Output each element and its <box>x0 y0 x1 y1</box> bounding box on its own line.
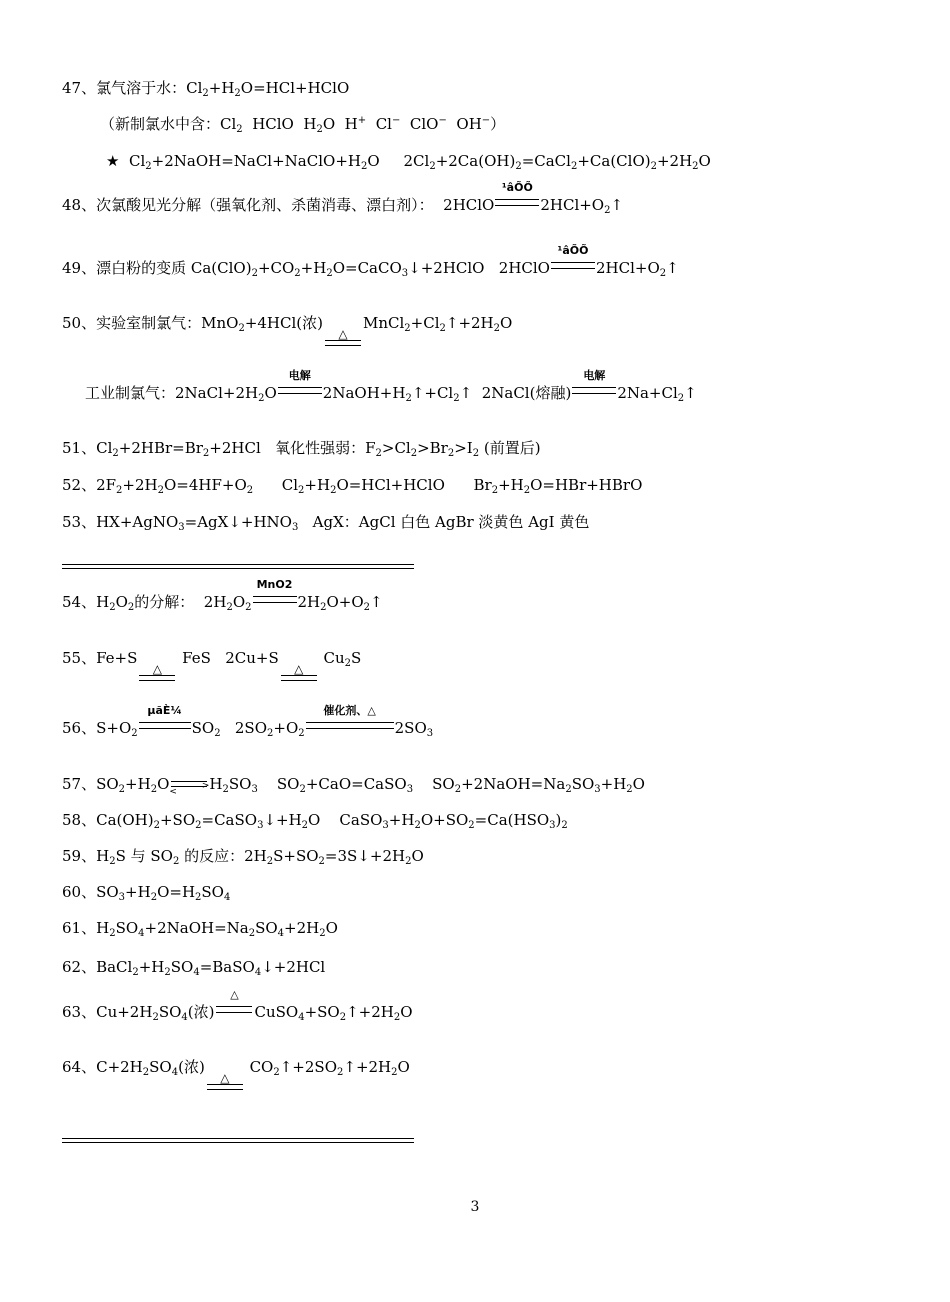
equation-57: 57、$SO_2+H_2O$ > < $H_2SO_3$ $SO_2+CaO=CaSO_3$ $SO_2+2NaOH=Na_2SO_3+H_2O$ <box>62 775 645 797</box>
heat-condition: △ <box>281 657 317 677</box>
equation-49: 49、漂白粉的变质 $Ca(ClO)_2+CO_2+H_2O=CaCO_3↓+2HClO$ 2HClO ¹âÕÕ $2HCl+O_2↑$ <box>62 244 679 279</box>
section-divider <box>62 1138 414 1143</box>
equation-58: 58、$Ca(OH)_2+SO_2=CaSO_3↓+H_2O$ $CaSO_3+H_2O+SO_2=Ca(HSO_3)_2$ <box>62 811 568 831</box>
equation-59: 59、$H_2S$ 与 $SO_2$ 的反应：$2H_2S+SO_2=3S↓+2H_2O$ <box>62 847 424 867</box>
equation-54: 54、$H_2O_2$的分解： $2H_2O_2$ MnO2 $2H_2O+O_2↑$ <box>62 578 383 613</box>
equation-47: 47、氯气溶于水：$Cl_2+H_2O=HCl+HClO$ <box>62 79 350 99</box>
heat-condition: △ <box>139 657 175 677</box>
section-divider <box>62 564 414 569</box>
page-number: 3 <box>470 1199 480 1215</box>
equation-63: 63、$Cu+2H_2SO_4$(浓) △ $CuSO_4+SO_2↑+2H_2O$ <box>62 988 413 1023</box>
condition-ignite: µãÈ¼ <box>138 718 192 738</box>
heat-condition: △ <box>207 1066 243 1086</box>
condition-mno2: MnO2 <box>252 592 298 612</box>
equation-51: 51、$Cl_2+2HBr=Br_2+2HCl$ 氧化性强弱：$F_2>Cl_2>Br_2>I_2$ (前置后) <box>62 439 541 459</box>
condition-light: ¹âÕÕ <box>494 195 540 215</box>
equation-62: 62、$BaCl_2+H_2SO_4=BaSO_4↓+2HCl$ <box>62 958 326 978</box>
condition-electrolysis: 电解 <box>571 383 617 403</box>
condition-electrolysis: 电解 <box>277 383 323 403</box>
equation-64: 64、$C+2H_2SO_4$(浓) △ $CO_2↑+2SO_2↑+2H_2O$ <box>62 1057 410 1086</box>
equation-60: 60、$SO_3+H_2O=H_2SO_4$ <box>62 883 231 903</box>
equation-47-star: ★ $Cl_2+2NaOH=NaCl+NaClO+H_2O$ $2Cl_2+2Ca(OH)_2=CaCl_2+Ca(ClO)_2+2H_2O$ <box>106 152 711 172</box>
star-icon: ★ <box>106 152 120 170</box>
equation-48: 48、次氯酸见光分解（强氧化剂、杀菌消毒、漂白剂）： 2HClO ¹âÕÕ $2HCl+O_2↑$ <box>62 181 624 216</box>
equation-55: 55、Fe+S △ FeS 2Cu+S △ $Cu_2S$ <box>62 648 361 677</box>
equation-industrial-chlorine: 工业制氯气：$2NaCl+2H_2O$ 电解 $2NaOH+H_2↑+Cl_2↑$ 2NaCl(熔融) 电解 $2Na+Cl_2↑$ <box>85 369 697 404</box>
equation-50: 50、实验室制氯气：MnO$_2$+4HCl(浓) △ $MnCl_2+Cl_2↑+2H_2O$ <box>62 313 512 342</box>
equation-56: 56、$S+O_2$ µãÈ¼ $SO_2$ $2SO_2+O_2$ 催化剂、△ $2SO_3$ <box>62 704 434 739</box>
condition-catalyst-heat: 催化剂、△ <box>305 718 395 738</box>
equation-61: 61、$H_2SO_4+2NaOH=Na_2SO_4+2H_2O$ <box>62 919 338 939</box>
equation-52: 52、$2F_2+2H_2O=4HF+O_2$ $Cl_2+H_2O=HCl+HClO$ $Br_2+H_2O=HBr+HBrO$ <box>62 476 643 496</box>
heat-condition: △ <box>325 322 361 342</box>
condition-light: ¹âÕÕ <box>550 258 596 278</box>
heat-condition: △ <box>214 1002 254 1022</box>
reversible-arrow-icon: > < <box>169 781 210 797</box>
equation-47-note: （新制氯水中含：$Cl_2$ HClO $H_2O$ H+ Cl− ClO− OH−） <box>100 115 506 135</box>
equation-53: 53、$HX+AgNO_3=AgX↓+HNO_3$ AgX：AgCl 白色 AgBr 淡黄色 AgI 黄色 <box>62 513 590 533</box>
